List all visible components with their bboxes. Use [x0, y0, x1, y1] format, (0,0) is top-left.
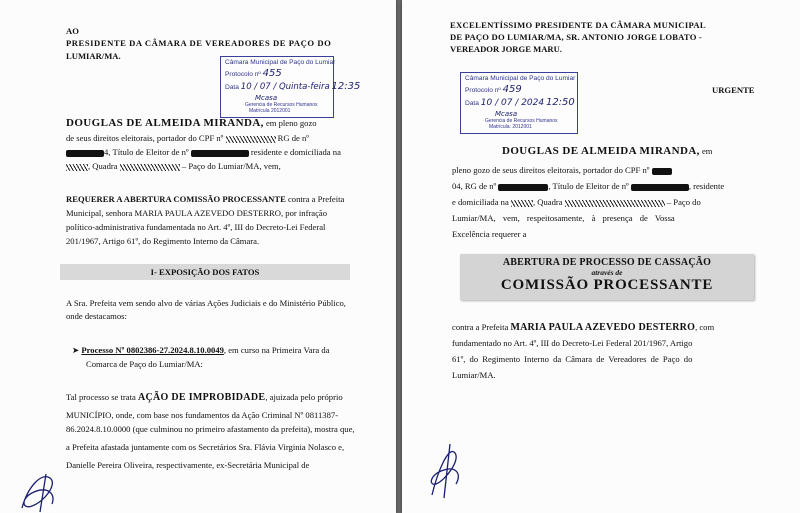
body-line1a: Tal processo se trata: [66, 392, 138, 402]
redaction-street: [66, 164, 88, 171]
stamp-protocol-label: Protocolo nº: [225, 71, 261, 78]
left-protocol-stamp: [220, 56, 361, 118]
right-addressee-line3: VEREADOR JORGE MARU.: [450, 44, 562, 54]
redaction-voter-id: [631, 184, 689, 191]
right-author-line3b: , Título de Eleitor de nº: [548, 181, 629, 191]
stamp-footer1: Gerencia de Recursos Humanos: [245, 102, 318, 108]
closing-line2: fundamentado no Art. 4º, III do Decreto-Lei Federal 201/1967, Artigo: [452, 338, 693, 348]
redaction-street: [511, 200, 533, 207]
left-intro-line1: A Sra. Prefeita vem sendo alvo de várias Ações Judiciais e do Ministério Público,: [66, 298, 346, 308]
stamp-date-value: 10 / 07 / Quinta-feira: [240, 82, 330, 92]
redaction-cpf: [226, 136, 276, 143]
stamp-protocol-number: 455: [262, 68, 282, 79]
right-signature-icon: [422, 440, 467, 500]
right-author-line4c: – Paço do: [666, 197, 701, 207]
left-request-line3: político-administrativa fundamentada no Art. 4º, III do Decreto-Lei Federal: [66, 222, 326, 232]
left-request-line4: 201/1967, Artigo 61º, do Regimento Interno da Câmara.: [66, 236, 260, 246]
stamp-time-value: 12:50: [545, 97, 575, 108]
left-author-line2b: RG de nº: [277, 133, 309, 143]
left-author-line2a: de seus direitos eleitorais, portador do CPF nº: [66, 133, 224, 143]
stamp-date-label: Data: [465, 100, 479, 107]
stamp-footer1: Gerencia de Recursos Humanos: [485, 118, 558, 124]
right-author-line2: pleno gozo de seus direitos eleitorais, portador do CPF nº: [452, 165, 650, 175]
right-author-line3c: , residente: [688, 181, 725, 191]
left-request-line2: Municipal, senhora MARIA PAULA AZEVEDO DESTERRO, por infração: [66, 208, 328, 218]
right-author-line6: Excelência requerer a: [452, 229, 527, 239]
body-line3: 86.2024.8.10.0000 (que culminou no primeiro afastamento da prefeita), mostra que,: [66, 424, 355, 434]
bullet-arrow-icon: ➤: [72, 345, 80, 355]
right-document-page: EXCELENTÍSSIMO PRESIDENTE DA CÂMARA MUNICIPAL DE PAÇO DO LUMIAR/MA, SR. ANTONIO JORGE LOBATO - VEREADOR JORGE MARU. Câmara Municipal de Paço do Lumiar Protocolo nº 459 Data 10 / 07 / 2024 12:50 Mcasa Gerencia de Recursos Humanos Matrícula: 2012001 URGENTE DOUGLAS DE ALMEIDA MIRANDA, em pleno gozo de seus direitos eleitorais, portador do CPF nº 04, RG de nº , Título de Eleitor de nº , residente e domiciliada na , Quadra – Paço do Lumiar/MA, vem, respeitosamente, à presença de Vossa Excelência requerer a ABERTURA DE PROCESSO DE CASSAÇÃO através de COMISSÃO PROCESSANTE contra a Prefeita MARIA PAULA AZEVEDO DESTERRO, com fundamentado no Art. 4º, III do Decreto-Lei Federal 201/1967, Artigo 61º, do Regimento Interno da Câmara de Vereadores de Paço do Lumiar/MA.: [402, 0, 800, 513]
stamp-footer2: Matrícula: 2012001: [489, 124, 532, 130]
closing-line4: Lumiar/MA.: [452, 370, 496, 380]
left-author-after-name: em pleno gozo: [263, 118, 317, 128]
right-author-line4b: Quadra: [537, 197, 563, 207]
left-signature-icon: [14, 468, 64, 513]
closing-line1a: contra a Prefeita: [452, 322, 511, 332]
body-line1c: , ajuizada pelo próprio: [265, 392, 343, 402]
stamp-time-value: 12:35: [331, 81, 361, 92]
body-line4: a Prefeita afastada juntamente com os Secretários Sra. Flávia Virginia Nolasco e,: [66, 442, 345, 452]
left-author-line3a: 4, Título de Eleitor de nº: [104, 147, 189, 157]
right-addressee-line1: EXCELENTÍSSIMO PRESIDENTE DA CÂMARA MUNICIPAL: [450, 20, 706, 30]
left-request-bold: REQUERER A ABERTURA COMISSÃO PROCESSANTE: [66, 194, 286, 204]
section-title: I- EXPOSIÇÃO DOS FATOS: [150, 267, 260, 277]
stamp-date-label: Data: [225, 84, 239, 91]
redaction-address: [565, 200, 665, 207]
right-author-line5: Lumiar/MA, vem, respeitosamente, à presença de Vossa: [452, 213, 675, 223]
left-author-line4a: Quadra: [92, 161, 118, 171]
redaction-voter-id: [191, 150, 249, 157]
redaction-rg: [66, 150, 104, 157]
stamp-footer2: Matrícula 2012001: [249, 108, 291, 114]
title-box: [460, 254, 754, 300]
body-line5: Danielle Pereira Oliveira, respectivamente, ex-Secretária Municipal de: [66, 460, 310, 470]
redaction-rg: [498, 184, 548, 191]
title-box-line3: COMISSÃO PROCESSANTE: [500, 277, 714, 293]
right-author-line3a: 04, RG de nº: [452, 181, 497, 191]
redaction-address: [120, 164, 180, 171]
stamp-protocol-label: Protocolo nº: [465, 87, 501, 94]
left-author-line3b: residente e domiciliada na: [250, 147, 341, 157]
right-author-after-name: em: [699, 146, 713, 156]
stamp-signature: Mcasa: [495, 110, 518, 118]
closing-line1c: , com: [695, 322, 715, 332]
left-addressee-line1: PRESIDENTE DA CÂMARA DE VEREADORES DE PAÇO DO: [66, 38, 332, 48]
stamp-signature: Mcasa: [255, 94, 278, 102]
stamp-title: Câmara Municipal de Paço do Lumiar: [225, 59, 336, 66]
right-protocol-stamp: [460, 72, 578, 134]
left-author-name: DOUGLAS DE ALMEIDA MIRANDA,: [66, 117, 264, 129]
left-author-line4b: – Paço do Lumiar/MA, vem,: [181, 161, 281, 171]
process-rest: , em curso na Primeira Vara da: [223, 345, 330, 355]
title-box-line2: através de: [591, 268, 623, 277]
left-intro-line2: onde destacamos:: [66, 311, 127, 321]
body-line1b: AÇÃO DE IMPROBIDADE: [137, 392, 266, 403]
stamp-protocol-number: 459: [502, 84, 522, 95]
right-author-line4a: e domiciliada na: [452, 197, 509, 207]
process-number: Processo Nº 0802386-27.2024.8.10.0049: [81, 345, 224, 355]
right-author-name: DOUGLAS DE ALMEIDA MIRANDA,: [502, 145, 700, 157]
process-line2: Comarca de Paço do Lumiar/MA:: [86, 359, 203, 369]
left-request-line1-rest: contra a Prefeita: [285, 194, 345, 204]
right-addressee-line2: DE PAÇO DO LUMIAR/MA, SR. ANTONIO JORGE LOBATO -: [450, 32, 702, 42]
left-addressee-line2: LUMIAR/MA.: [66, 51, 121, 61]
left-addressee-to: AO: [66, 26, 79, 36]
left-document-page: AO PRESIDENTE DA CÂMARA DE VEREADORES DE PAÇO DO LUMIAR/MA. Câmara Municipal de Paço do Lumiar Protocolo nº 455 Data 10 / 07 / Quinta-feira 12:35 Mcasa Gerencia de Recursos Humanos Matrícula 2012001 DOUGLAS DE ALMEIDA MIRANDA, em pleno gozo de seus direitos eleitorais, portador do CPF nº RG de nº 4, Título de Eleitor de nº residente e domiciliada na , Quadra – Paço do Lumiar/MA, vem, REQUERER A ABERTURA COMISSÃO PROCESSANTE contra a Prefeita Municipal, senhora MARIA PAULA AZEVEDO DESTERRO, por infração político-administrativa fundamentada no Art. 4º, III do Decreto-Lei Federal 201/1967, Artigo 61º, do Regimento Interno da Câmara. I- EXPOSIÇÃO DOS FATOS A Sra. Prefeita vem sendo alvo de várias Ações Judiciais e do Ministério Público, onde destacamos: ➤ Processo Nº 0802386-27.2024.8.10.0049, em curso na Primeira Vara da Comarca de Paço do Lumiar/MA: Tal processo se trata AÇÃO DE IMPROBIDADE, ajuizada pelo próprio MUNICÍPIO, onde, com base nos fundamentos da Ação Criminal Nº 0811387- 86.2024.8.10.0000 (que culminou no primeiro afastamento da prefeita), mostra que, a Prefeita afastada juntamente com os Secretários Sra. Flávia Virginia Nolasco e, Danielle Pereira Oliveira, respectivamente, ex-Secretária Municipal de: [0, 0, 396, 513]
closing-line3: 61º, do Regimento Interno da Câmara de Vereadores de Paço do: [452, 354, 693, 364]
stamp-date-value: 10 / 07 / 2024: [480, 98, 545, 108]
urgent-label: URGENTE: [712, 85, 755, 95]
body-line2: MUNICÍPIO, onde, com base nos fundamentos da Ação Criminal Nº 0811387-: [66, 410, 339, 420]
redaction-cpf: [652, 168, 672, 175]
stamp-title: Câmara Municipal de Paço do Lumiar: [465, 75, 576, 82]
closing-line1b: MARIA PAULA AZEVEDO DESTERRO: [510, 322, 696, 333]
title-box-line1: ABERTURA DE PROCESSO DE CASSAÇÃO: [502, 257, 712, 268]
